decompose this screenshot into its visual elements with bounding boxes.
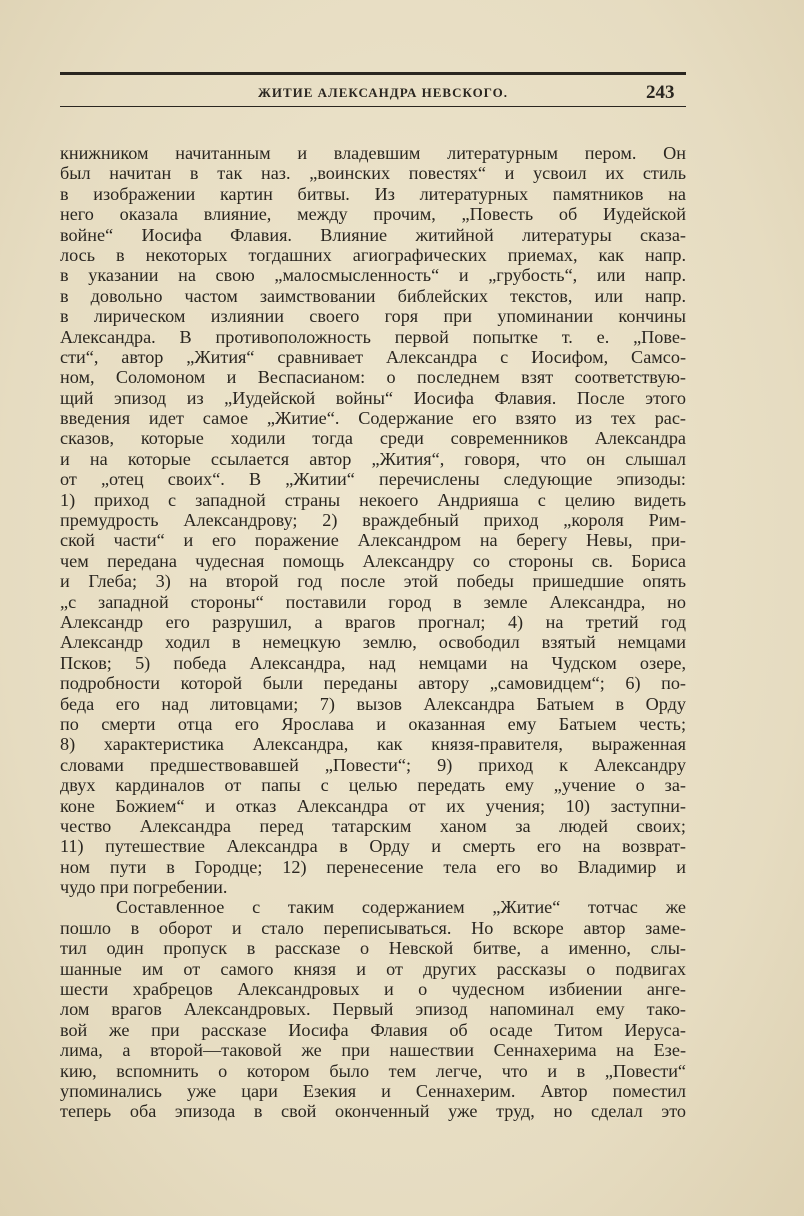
text-line: ном пути в Городце; 12) перенесение тела его во Владимир и (60, 856, 686, 877)
header-rule-top (60, 72, 686, 75)
body-text (60, 143, 686, 1122)
text-line: войне“ Иосифа Флавия. Влияние житийной литературы сказа- (60, 224, 686, 245)
text-line: тил один пропуск в рассказе о Невской битве, а именно, слы- (60, 938, 686, 959)
header-rule-bottom (60, 106, 686, 107)
paragraph (60, 143, 686, 897)
text-line: „с западной стороны“ поставили город в земле Александра, но (60, 591, 686, 612)
text-line: ской части“ и его поражение Александром на берегу Невы, при- (60, 530, 686, 551)
text-line: шанные им от самого князя и от других рассказы о подвигах (60, 958, 686, 979)
text-line: упоминались уже цари Езекия и Сеннахерим. Автор поместил (60, 1080, 686, 1101)
text-line: и Глеба; 3) на второй год после этой победы пришедшие опять (60, 571, 686, 592)
text-line: ном, Соломоном и Веспасианом: о последнем взят соответствую- (60, 367, 686, 388)
paragraph (60, 897, 686, 1121)
text-line: 8) характеристика Александра, как князя-правителя, выраженная (60, 734, 686, 755)
text-line: Составленное с таким содержанием „Житие“ тотчас же (116, 897, 686, 918)
text-line: книжником начитанным и владевшим литературным пером. Он (60, 143, 686, 163)
text-line: него оказала влияние, между прочим, „Повесть об Иудейской (60, 204, 686, 225)
text-line: сти“, автор „Жития“ сравнивает Александра с Иосифом, Самсо- (60, 346, 686, 367)
text-line: подробности которой были переданы автору „самовидцем“; 6) по- (60, 673, 686, 694)
text-line: в довольно частом заимствовании библейских текстов, или напр. (60, 285, 686, 306)
text-line: беда его над литовцами; 7) вызов Александра Батыем в Орду (60, 693, 686, 714)
text-line: в изображении картин битвы. Из литературных памятников на (60, 183, 686, 204)
text-line: в лирическом излиянии своего горя при упоминании кончины (60, 306, 686, 327)
text-line: щий эпизод из „Иудейской войны“ Иосифа Флавия. После этого (60, 387, 686, 408)
text-line: лом врагов Александровых. Первый эпизод напоминал ему тако- (60, 999, 686, 1020)
text-line: был начитан в так наз. „воинских повестях“ и усвоил их стиль (60, 163, 686, 184)
text-line: Александр его разрушил, а врагов прогнал; 4) на третий год (60, 611, 686, 632)
text-line: лось в некоторых тогдашних агиографических приемах, как напр. (60, 244, 686, 265)
text-line: сказов, которые ходили тогда среди современников Александра (60, 428, 686, 449)
text-line: 11) путешествие Александра в Орду и смерть его на возврат- (60, 836, 686, 857)
text-line: Псков; 5) победа Александра, над немцами на Чудском озере, (60, 652, 686, 673)
text-line: двух кардиналов от папы с целью передать ему „учение о за- (60, 775, 686, 796)
text-line: чудо при погребении. (60, 877, 228, 898)
page-number: 243 (646, 82, 675, 103)
text-line: вой же при рассказе Иосифа Флавия об осаде Титом Иеруса- (60, 1019, 686, 1040)
text-line: по смерти отца его Ярослава и оказанная ему Батыем честь; (60, 713, 686, 734)
text-line: Александр ходил в немецкую землю, освободил взятый немцами (60, 632, 686, 653)
text-line: 1) приход с западной страны некоего Андрияша с целию видеть (60, 489, 686, 510)
text-line: и на которые ссылается автор „Жития“, говоря, что он слышал (60, 448, 686, 469)
text-line: теперь оба эпизода в свой оконченный уже труд, но сделал это (60, 1101, 686, 1122)
text-line: от „отец своих“. В „Житии“ перечислены следующие эпизоды: (60, 469, 686, 490)
text-line: шести храбрецов Александровых и о чудесном избиении анге- (60, 979, 686, 1000)
text-line: словами предшествовавшей „Повести“; 9) приход к Александру (60, 754, 686, 775)
text-line: премудрость Александрову; 2) враждебный приход „короля Рим- (60, 510, 686, 531)
text-line: введения идет самое „Житие“. Содержание его взято из тех рас- (60, 408, 686, 429)
text-line: Александра. В противоположность первой попытке т. е. „Пове- (60, 326, 686, 347)
text-line: чество Александра перед татарским ханом за людей своих; (60, 815, 686, 836)
text-line: кию, вспомнить о котором было тем легче, что и в „Повести“ (60, 1060, 686, 1081)
text-line: в указании на свою „малосмысленность“ и „грубость“, или напр. (60, 265, 686, 286)
running-header: ЖИТИЕ АЛЕКСАНДРА НЕВСКОГО. (258, 85, 508, 100)
text-line: коне Божием“ и отказ Александра от их учения; 10) заступни- (60, 795, 686, 816)
text-line: чем передана чудесная помощь Александру со стороны св. Бориса (60, 550, 686, 571)
text-line: лима, а второй—таковой же при нашествии Сеннахерима на Езе- (60, 1040, 686, 1061)
text-line: пошло в оборот и стало переписываться. Но вскоре автор заме- (60, 917, 686, 938)
